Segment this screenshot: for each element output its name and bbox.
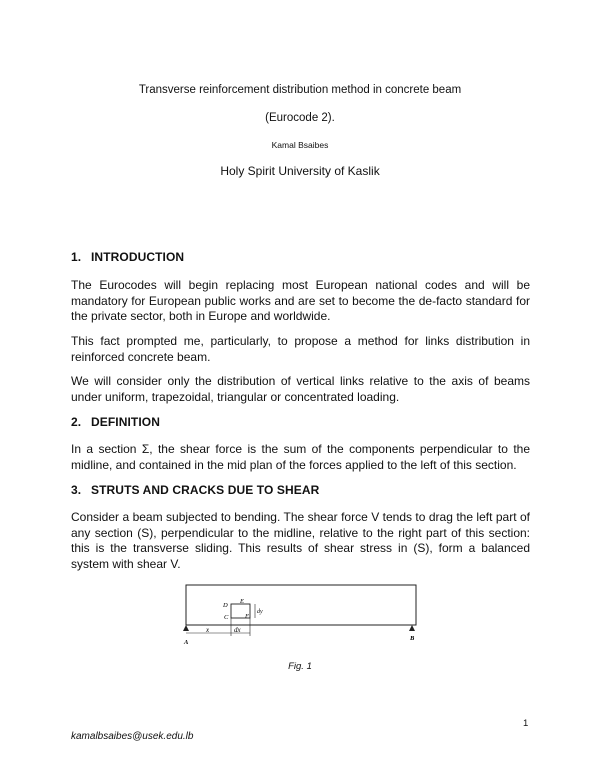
author-affiliation: Holy Spirit University of Kaslik	[220, 164, 380, 178]
label-c: C	[224, 614, 229, 621]
label-f: F	[245, 613, 249, 620]
section-heading-introduction	[71, 250, 184, 264]
label-a: A	[184, 639, 189, 646]
section-title: INTRODUCTION	[91, 250, 185, 264]
page-number: 1	[523, 718, 529, 729]
support-b-icon	[409, 625, 415, 631]
figure-caption: Fig. 1	[288, 661, 312, 672]
beam-outline	[186, 585, 416, 625]
intro-paragraph-1: The Eurocodes will begin replacing most European national codes and will be mandatory for European public works and are set to become the de-facto standard for the private sector, both in Europe and worldwide.	[71, 278, 530, 323]
support-a-icon	[183, 625, 189, 631]
paper-title: Transverse reinforcement distribution method in concrete beam	[138, 84, 462, 96]
label-e: E	[240, 598, 244, 605]
label-b: B	[410, 635, 415, 642]
section-number: 2.	[71, 415, 82, 429]
definition-paragraph: In a section Σ, the shear force is the sum of the components perpendicular to the midline, and contained in the mid plan of the forces applied to the left of this section.	[71, 442, 530, 472]
section-number: 3.	[71, 483, 82, 497]
beam-figure	[182, 582, 422, 652]
label-d: D	[223, 602, 228, 609]
intro-paragraph-2: This fact prompted me, particularly, to propose a method for links distribution in reinforced concrete beam.	[71, 334, 530, 364]
author-email: kamalbsaibes@usek.edu.lb	[71, 731, 194, 742]
author-name: Kamal Bsaibes	[271, 140, 329, 150]
section-title: DEFINITION	[91, 415, 160, 429]
paper-subtitle: (Eurocode 2).	[265, 112, 335, 124]
section-number: 1.	[71, 250, 82, 264]
label-dx: dx	[234, 626, 241, 634]
section-heading-definition	[71, 415, 160, 429]
label-dy: dy	[257, 609, 263, 615]
label-x: x	[206, 626, 210, 634]
intro-paragraph-3: We will consider only the distribution of vertical links relative to the axis of beams under uniform, trapezoidal, triangular or concentrated loading.	[71, 374, 530, 404]
section-title: STRUTS AND CRACKS DUE TO SHEAR	[91, 483, 320, 497]
section-heading-struts	[71, 483, 319, 497]
struts-paragraph: Consider a beam subjected to bending. The shear force V tends to drag the left part of any section (S), perpendicular to the midline, relative to the right part of this section: this is the transverse sliding. This results of shear stress in (S), form a balanced system with shear V.	[71, 510, 530, 571]
